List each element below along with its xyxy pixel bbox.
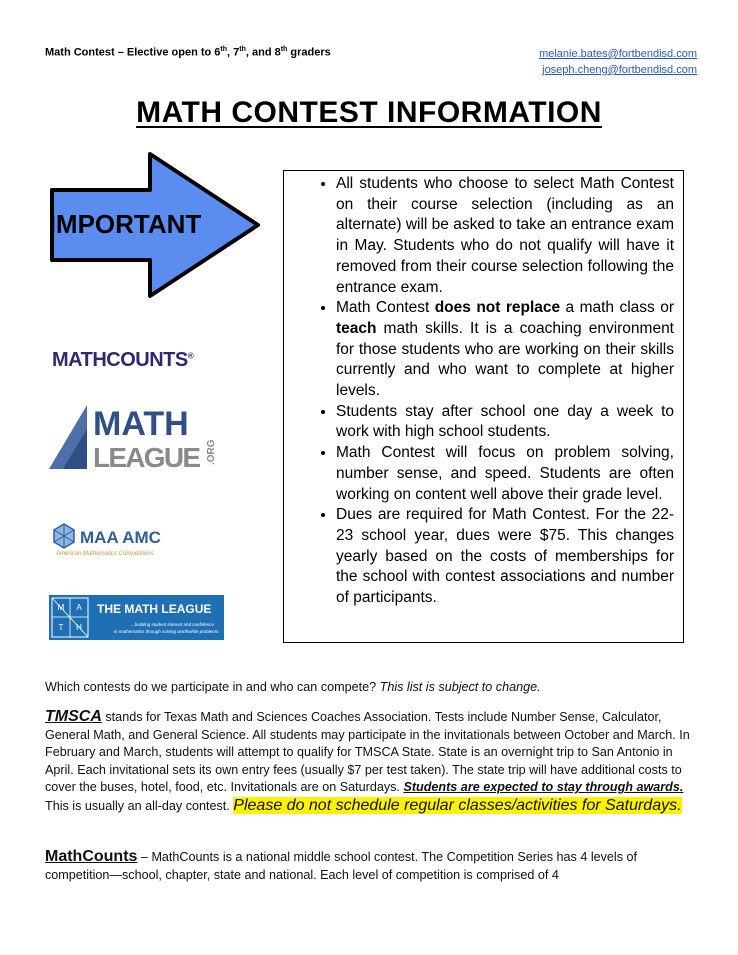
tmsca-paragraph: TMSCA stands for Texas Math and Sciences Coaches Association. Tests include Number Sense, Calculator, General Math, and General Science. All students may participate in the invitationals between October and March. In February and March, students will attempt to qualify for TMSCA State. State is an overnight trip to San Antonio in April. Each invitational sets its own entry fees (usually $7 per test taken). The state trip will have additional costs to cover the buses, hotel, food, etc. Invitationals are on Saturdays. Students are expected to stay through awards. This is usually an all-day contest. Please do not schedule regular classes/activities for Saturdays. (45, 708, 690, 814)
svg-text:M: M (57, 603, 65, 612)
svg-text:T: T (58, 623, 64, 632)
svg-text:A: A (76, 603, 82, 612)
email-link-joseph[interactable]: joseph.cheng@fortbendisd.com (542, 64, 697, 76)
info-bullet: • All students who choose to select Math Contest on their course selection (including as an alternate) will be asked to take an entrance exam in May. Students who do not qualify will have it removed from their course selection following the entrance exam. (336, 174, 674, 298)
arrow-label: IMPORTANT (48, 209, 202, 239)
mathcounts-keyword: MathCounts (45, 848, 138, 865)
svg-text:MAA AMC: MAA AMC (80, 528, 161, 547)
mathleague-org-logo (49, 405, 219, 469)
mathcounts-logo: MATHCOUNTS® (52, 349, 194, 371)
info-bullet: • Students stay after school one day a week to work with high school students. (336, 402, 674, 443)
tmsca-emphasis: Students are expected to stay through awards. (403, 780, 684, 795)
svg-text:THE MATH LEAGUE: THE MATH LEAGUE (97, 602, 212, 616)
svg-text:MATH: MATH (93, 405, 189, 443)
maa-amc-logo (52, 522, 184, 556)
saturday-highlight: Please do not schedule regular classes/activities for Saturdays. (233, 796, 682, 814)
svg-text:H: H (76, 623, 82, 632)
header-course-note: Math Contest – Elective open to 6th, 7th, and 8th graders (45, 46, 331, 59)
contests-question: Which contests do we participate in and who can compete? This list is subject to change. (45, 680, 541, 694)
info-bullet: • Math Contest does not replace a math class or teach math skills. It is a coaching environment for those students who are working on their skills currently and who want to complete at higher levels. (336, 298, 674, 402)
email-link-melanie[interactable]: melanie.bates@fortbendisd.com (539, 48, 697, 60)
svg-text:.ORG: .ORG (206, 439, 217, 465)
info-bullet-list (284, 171, 674, 609)
info-bullet: • Math Contest will focus on problem solving, number sense, and speed. Students are often working on content well above their grade level. (336, 443, 674, 505)
info-box (283, 170, 684, 643)
page-title: MATH CONTEST INFORMATION (136, 96, 602, 129)
svg-text:American Mathematics Competiti: American Mathematics Competitions (56, 551, 154, 556)
svg-text:LEAGUE: LEAGUE (93, 442, 201, 469)
contact-emails (539, 46, 697, 78)
svg-text:...building student interest a: ...building student interest and confidence (131, 622, 215, 627)
tmsca-keyword: TMSCA (45, 708, 102, 725)
info-bullet: • Dues are required for Math Contest. For the 22-23 school year, dues were $75. This changes yearly based on the costs of memberships for the school with contest associations and number of participants. (336, 505, 674, 609)
mathcounts-paragraph: MathCounts – MathCounts is a national middle school contest. The Competition Series has 4 levels of competition—school, chapter, state and national. Each level of competition is comprised of 4 (45, 848, 638, 882)
important-arrow-icon (40, 150, 265, 300)
the-math-league-logo (49, 595, 224, 640)
svg-text:in mathematics through solving: in mathematics through solving worthwhile problems. (114, 629, 220, 634)
